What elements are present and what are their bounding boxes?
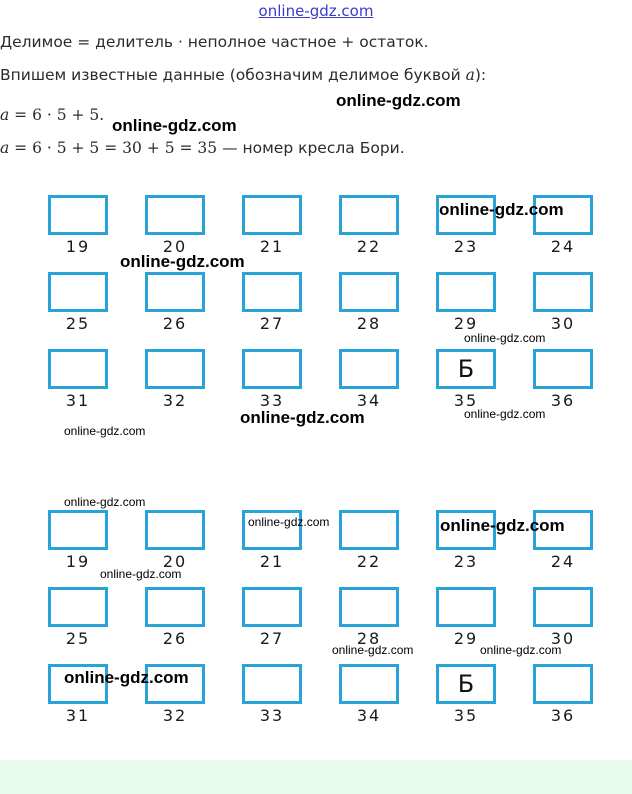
seat-number: 27 — [259, 314, 285, 333]
seat-box — [48, 195, 108, 235]
watermark-text: online-gdz.com — [112, 116, 237, 135]
site-link[interactable]: online-gdz.com — [258, 2, 374, 20]
seat-box — [145, 349, 205, 389]
equation-line — [0, 106, 104, 124]
seat-box: Б — [436, 664, 496, 704]
seat-box — [145, 587, 205, 627]
instruction-end: ): — [474, 66, 487, 84]
seat-box — [533, 587, 593, 627]
seat-number: 19 — [65, 552, 91, 571]
seat-number: 23 — [453, 237, 479, 256]
seat-number: 30 — [550, 314, 576, 333]
seat-box — [145, 510, 205, 550]
seat-number: 21 — [259, 237, 285, 256]
seat-number: 22 — [356, 237, 382, 256]
seat-number: 25 — [65, 314, 91, 333]
watermark-text: online-gdz.com — [336, 91, 461, 110]
seat-number: 19 — [65, 237, 91, 256]
watermark-text: online-gdz.com — [64, 495, 146, 509]
seat-number: 27 — [259, 629, 285, 648]
watermark-text: online-gdz.com — [332, 643, 414, 657]
watermark-text: online-gdz.com — [248, 515, 330, 529]
seat-number: 24 — [550, 237, 576, 256]
solution-expression: = 6 · 5 + 5 = 30 + 5 = 35 — [9, 139, 218, 157]
seat-box — [533, 349, 593, 389]
seat-box — [339, 510, 399, 550]
seat-number: 31 — [65, 706, 91, 725]
seat-box — [48, 349, 108, 389]
seat-number: 26 — [162, 314, 188, 333]
seat-number: 35 — [453, 706, 479, 725]
seat-number: 28 — [356, 629, 382, 648]
seat-box — [48, 510, 108, 550]
watermark-text: online-gdz.com — [440, 516, 565, 535]
formula-rule: Делимое = делитель · неполное частное + остаток. — [0, 33, 429, 51]
seat-number: 23 — [453, 552, 479, 571]
seat-number: 32 — [162, 391, 188, 410]
seat-number: 20 — [162, 552, 188, 571]
watermark-text: online-gdz.com — [120, 252, 245, 271]
seat-number: 22 — [356, 552, 382, 571]
equation-expression: = 6 · 5 + 5. — [9, 106, 105, 124]
watermark-text: online-gdz.com — [464, 407, 546, 421]
seat-box — [339, 587, 399, 627]
seat-box — [339, 195, 399, 235]
watermark-text: online-gdz.com — [64, 424, 146, 438]
seat-box — [242, 587, 302, 627]
seat-number: 25 — [65, 629, 91, 648]
seat-box — [339, 664, 399, 704]
seat-box — [436, 587, 496, 627]
seat-number: 29 — [453, 314, 479, 333]
seat-box — [339, 349, 399, 389]
watermark-text: online-gdz.com — [439, 200, 564, 219]
seat-box — [242, 195, 302, 235]
seat-box — [145, 272, 205, 312]
seat-box — [533, 272, 593, 312]
seat-number: 35 — [453, 391, 479, 410]
solution-line — [0, 139, 405, 157]
seat-number: 24 — [550, 552, 576, 571]
seat-number: 29 — [453, 629, 479, 648]
seat-number: 33 — [259, 391, 285, 410]
seat-box — [242, 664, 302, 704]
watermark-text: online-gdz.com — [64, 668, 189, 687]
seat-box — [145, 195, 205, 235]
instruction-text: Впишем известные данные (обозначим делимое буквой — [0, 66, 466, 84]
seat-box — [48, 272, 108, 312]
seat-number: 28 — [356, 314, 382, 333]
instruction-line — [0, 66, 486, 84]
seat-box — [48, 587, 108, 627]
seat-number: 26 — [162, 629, 188, 648]
seat-number: 30 — [550, 629, 576, 648]
seat-number: 36 — [550, 391, 576, 410]
seat-number: 33 — [259, 706, 285, 725]
seat-number: 34 — [356, 391, 382, 410]
watermark-text: online-gdz.com — [480, 643, 562, 657]
solution-conclusion: — номер кресла Бори. — [217, 139, 405, 157]
seat-box — [533, 664, 593, 704]
seat-number: 20 — [162, 237, 188, 256]
seat-box — [436, 272, 496, 312]
watermark-text: online-gdz.com — [464, 331, 546, 345]
seat-box — [242, 349, 302, 389]
variable-a: a — [0, 106, 10, 124]
seat-number: 31 — [65, 391, 91, 410]
watermark-text: online-gdz.com — [240, 408, 365, 427]
seat-number: 34 — [356, 706, 382, 725]
watermark-text: online-gdz.com — [100, 567, 182, 581]
seat-box: Б — [436, 349, 496, 389]
seat-number: 21 — [259, 552, 285, 571]
variable-a: a — [0, 139, 10, 157]
seat-number: 36 — [550, 706, 576, 725]
seat-number: 32 — [162, 706, 188, 725]
seat-box — [339, 272, 399, 312]
seat-box — [242, 272, 302, 312]
bottom-band — [0, 760, 632, 794]
variable-a: a — [465, 66, 475, 84]
